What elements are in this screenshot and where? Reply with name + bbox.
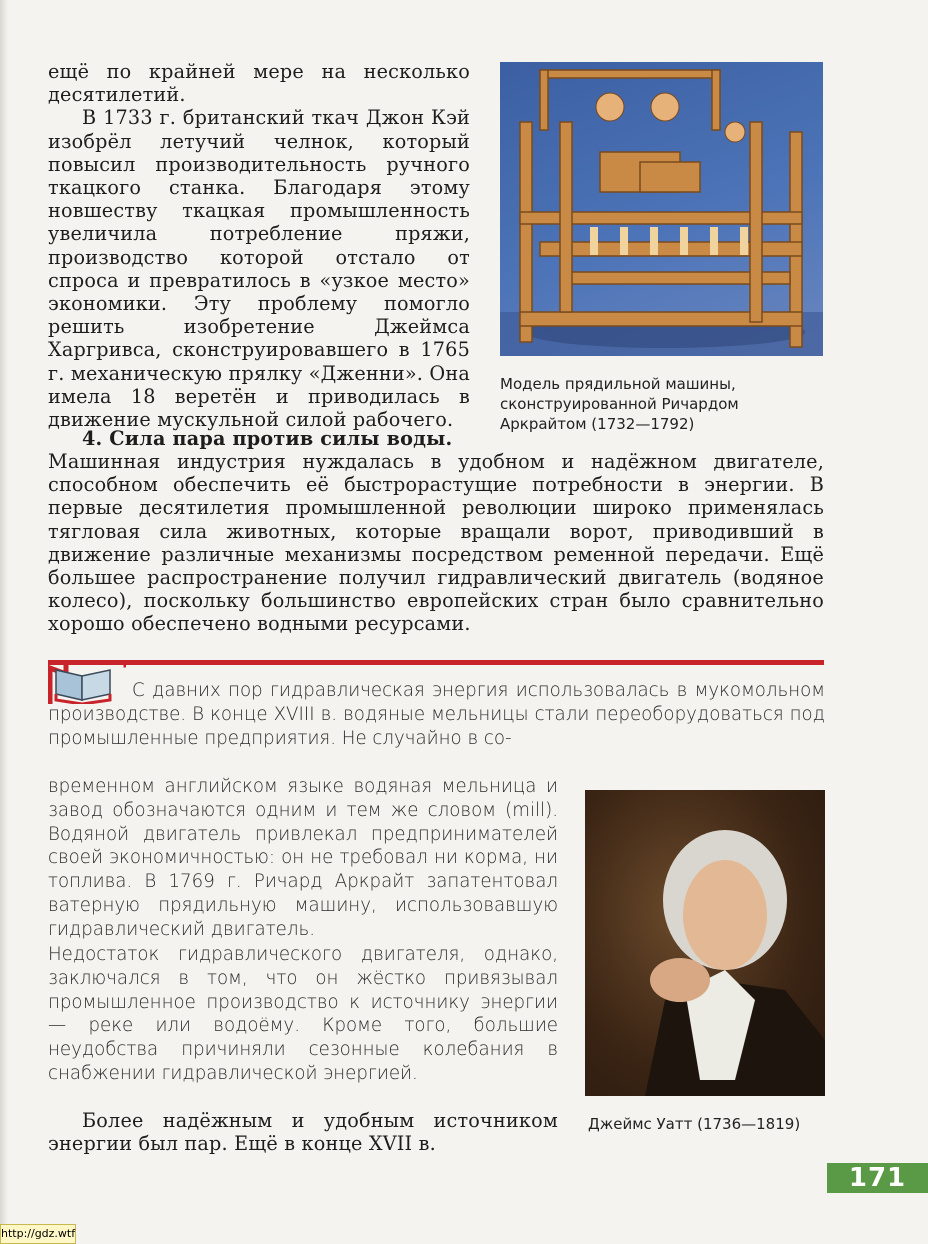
section-body: Машинная индустрия нуждалась в удобном и надёжном двигателе, способном обеспечить её быстрорастущие потребности в энергии. В первые десятилетия промышленной революции широко применялась тягловая сила животных, которые вращали ворот, приводивший в движение различные механизмы посредством ременной передачи. Ещё большее распространение получил гидравлический двигатель (водяное колесо), поскольку большинство европейских стран было сравнительно хорошо обеспечено водными ресурсами.: [48, 450, 824, 636]
info-box-text-drawback: Недостаток гидравлического двигателя, однако, заключался в том, что он жёстко привязывал промышленное производство к источнику энергии — реке или водоёму. Кроме того, большие неудобства причиняли сезонные колебания в снабжении гидравлической энергией.: [48, 944, 558, 1084]
info-box-text-mill: временном английском языке водяная мельница и завод обозначаются одним и тем же словом (mill). Водяной двигатель привлекал предпринимателей своей экономичностью: он не требовал ни корма, ни топлива. В 1769 г. Ричард Аркрайт запатентовал ватерную прядильную машину, использовавшую гидравлический двигатель.: [48, 776, 558, 940]
page-edge: [0, 0, 8, 1242]
page-number: 171: [827, 1163, 928, 1193]
steam-paragraph: Более надёжным и удобным источником энергии был пар. Ещё в конце XVII в.: [48, 1109, 558, 1156]
paragraph-continuation: ещё по крайней мере на несколько десятилетий.: [48, 60, 470, 107]
info-box-text-intro: С давних пор гидравлическая энергия использовалась в мукомольном производстве. В конце XVIII в. водяные мельницы стали переоборудоваться под промышленные предприятия. Не случайно в со-: [48, 680, 825, 749]
spinning-machine-photo: [500, 62, 823, 356]
machine-photo-caption: Модель прядильной машины, сконструированной Ричардом Аркрайтом (1732—1792): [500, 375, 739, 433]
info-box-top-rule: [48, 660, 824, 665]
james-watt-portrait: [585, 790, 825, 1096]
james-watt-illustration: [585, 790, 825, 1096]
section-heading: 4. Сила пара против силы воды.: [82, 427, 453, 450]
top-column: [48, 60, 470, 431]
paragraph-kay-hargreaves: В 1733 г. британский ткач Джон Кэй изобрёл летучий челнок, который повысил производительность ручного ткацкого станка. Благодаря этому новшеству ткацкая промышленность увеличила потребление пряжи, производство которой отстало от спроса и превратилось в «узкое место» экономики. Эту проблему помогло решить изобретение Джеймса Харгривса, сконструировавшего в 1765 г. механическую прялку «Дженни». Она имела 18 веретён и приводилась в движение мускульной силой рабочего.: [48, 106, 470, 432]
spinning-machine-illustration: [500, 62, 823, 356]
watermark-link[interactable]: http://gdz.wtf: [0, 1224, 76, 1244]
watt-portrait-caption: Джеймс Уатт (1736—1819): [588, 1115, 801, 1133]
